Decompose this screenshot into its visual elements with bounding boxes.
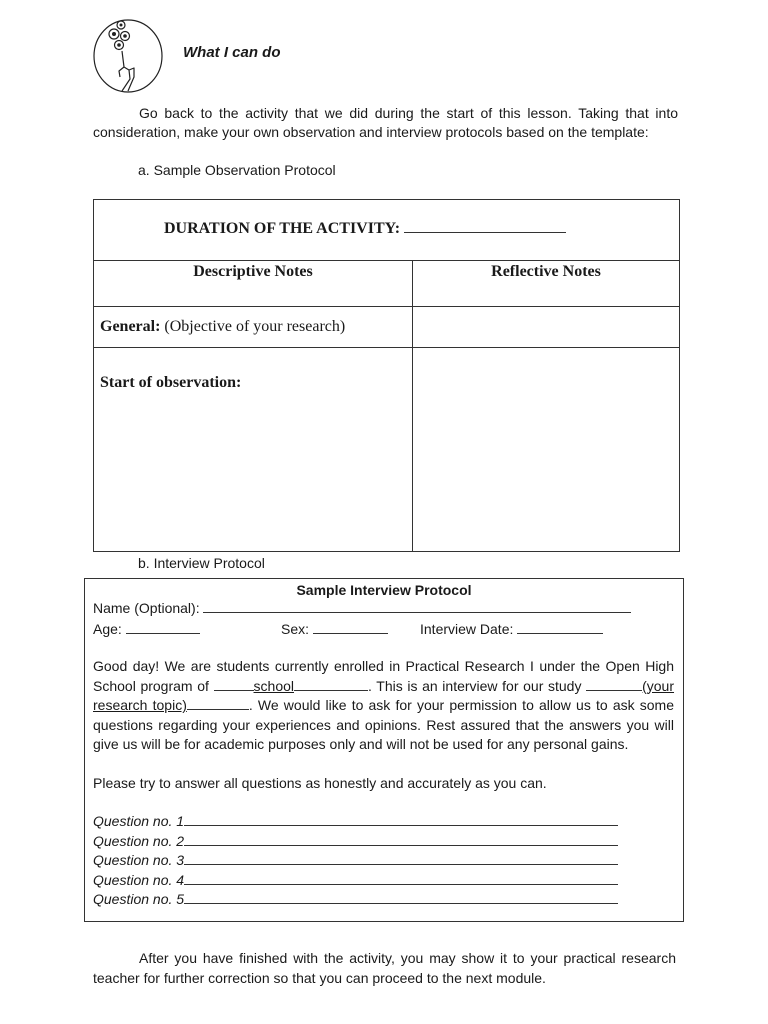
interview-protocol-box bbox=[84, 578, 684, 922]
question-row: Question no. 1 bbox=[93, 812, 618, 832]
observation-protocol-label: a. Sample Observation Protocol bbox=[138, 162, 336, 178]
question-row: Question no. 3 bbox=[93, 851, 618, 871]
duration-row bbox=[94, 200, 680, 261]
question-list bbox=[93, 812, 618, 910]
general-cell bbox=[94, 307, 413, 348]
general-reflective-cell bbox=[413, 307, 680, 348]
hand-with-gears-icon bbox=[92, 17, 164, 93]
duration-label: DURATION OF THE ACTIVITY: bbox=[164, 220, 401, 237]
interview-title: Sample Interview Protocol bbox=[296, 582, 472, 598]
start-observation-cell: Start of observation: bbox=[94, 348, 413, 552]
descriptive-notes-header: Descriptive Notes bbox=[94, 261, 413, 307]
age-field: Age: bbox=[93, 621, 200, 637]
general-hint: (Objective of your research) bbox=[164, 318, 346, 335]
intro-paragraph: Go back to the activity that we did during the start of this lesson. Taking that into consideration, make your own observation and interview protocols based on the template: bbox=[93, 105, 678, 140]
interview-consent-paragraph: Good day! We are students currently enrolled in Practical Research I under the Open High School program of school . This is an interview for our study (your research topic) . We would like to ask for your permission to allow us to ask some questions regarding your experiences and opinions. Rest assured that the answers you will give us will be for academic purposes only and will not be used for any personal gains. bbox=[93, 658, 675, 752]
duration-blank bbox=[404, 222, 566, 233]
question-row: Question no. 5 bbox=[93, 890, 618, 910]
closing-paragraph: After you have finished with the activity, you may show it to your practical research teacher for further correction so that you can proceed to the next module. bbox=[93, 950, 676, 986]
observation-protocol-table bbox=[93, 199, 680, 552]
name-field: Name (Optional): bbox=[93, 600, 631, 616]
sex-field: Sex: bbox=[281, 621, 388, 637]
reflective-notes-header: Reflective Notes bbox=[413, 261, 680, 307]
start-reflective-cell bbox=[413, 348, 680, 552]
interview-protocol-label: b. Interview Protocol bbox=[138, 555, 265, 571]
interview-date-field: Interview Date: bbox=[420, 621, 603, 637]
topic-blank: (your research topic) bbox=[93, 677, 675, 713]
general-label: General: bbox=[100, 318, 161, 335]
section-title: What I can do bbox=[183, 44, 281, 61]
school-blank: school bbox=[253, 677, 294, 694]
question-row: Question no. 4 bbox=[93, 871, 618, 891]
interview-instruction: Please try to answer all questions as honestly and accurately as you can. bbox=[93, 775, 547, 791]
question-row: Question no. 2 bbox=[93, 832, 618, 852]
